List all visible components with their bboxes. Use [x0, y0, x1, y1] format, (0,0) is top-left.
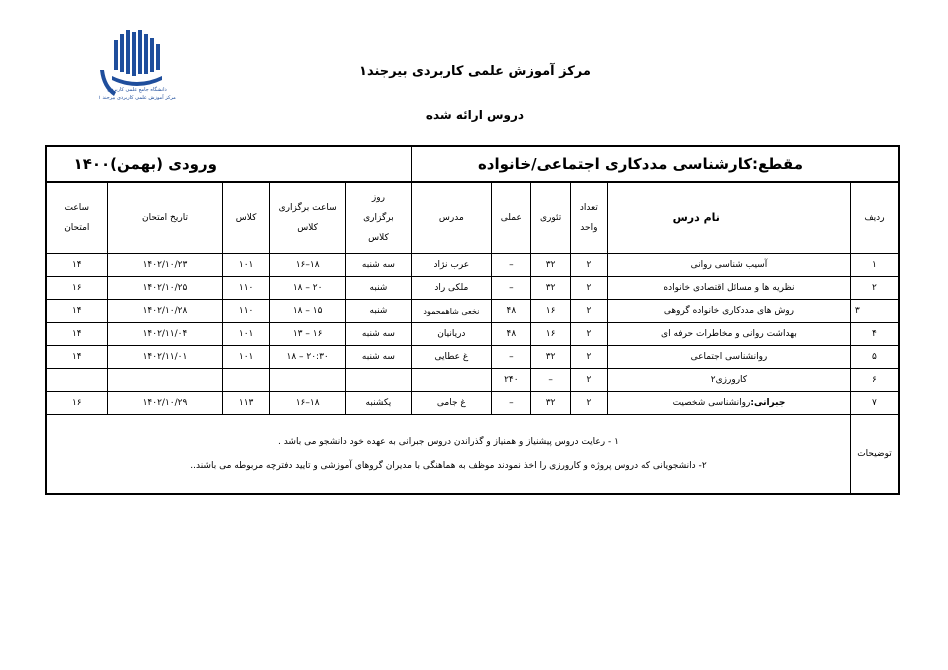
exam-time: ۱۶ [46, 277, 107, 300]
exam-time [46, 369, 107, 392]
col-exam-time: ساعت امتحان [46, 182, 107, 254]
theory: – [531, 369, 570, 392]
exam-time: ۱۴ [46, 346, 107, 369]
theory: ۱۶ [531, 323, 570, 346]
col-teacher: مدرس [411, 182, 492, 254]
row-no: ۱ [850, 254, 899, 277]
time: ۱۶ – ۱۳ [269, 323, 346, 346]
theory: ۳۲ [531, 346, 570, 369]
table-row [46, 323, 899, 346]
col-theory: تئوری [531, 182, 570, 254]
theory: ۳۲ [531, 392, 570, 415]
day [346, 369, 411, 392]
course-name: بهداشت روانی و مخاطرات حرفه ای [607, 323, 850, 346]
course-name: نظریه ها و مسائل اقتصادی خانواده [607, 277, 850, 300]
exam-date: ۱۴۰۲/۱۰/۲۳ [107, 254, 223, 277]
exam-date: ۱۴۰۲/۱۰/۲۵ [107, 277, 223, 300]
course-name: روش های مددکاری خانواده گروهی [607, 300, 850, 323]
program-heading: مقطع:کارشناسی مددکاری اجتماعی/خانواده [411, 146, 899, 182]
units: ۲ [570, 369, 607, 392]
day: یکشنبه [346, 392, 411, 415]
col-course: نام درس [607, 182, 850, 254]
time: ۲۰ – ۱۸ [269, 277, 346, 300]
teacher: غ جامی [411, 392, 492, 415]
table-row [46, 277, 899, 300]
theory: ۱۶ [531, 300, 570, 323]
row-no: ۲ [850, 277, 899, 300]
practical: – [492, 346, 531, 369]
col-room: کلاس [223, 182, 270, 254]
time: ۲۰:۳۰ – ۱۸ [269, 346, 346, 369]
units: ۲ [570, 392, 607, 415]
col-exam-date: تاریخ امتحان [107, 182, 223, 254]
page-subtitle: دروس ارائه شده [425, 108, 525, 122]
room: ۱۰۱ [223, 346, 270, 369]
col-practical: عملی [492, 182, 531, 254]
theory: ۳۲ [531, 254, 570, 277]
time: ۱۵ – ۱۸ [269, 300, 346, 323]
time: ۱۸–۱۶ [269, 392, 346, 415]
units: ۲ [570, 300, 607, 323]
course-name: آسیب شناسی روانی [607, 254, 850, 277]
day: سه شنبه [346, 346, 411, 369]
notes-body [46, 415, 850, 495]
practical: – [492, 392, 531, 415]
exam-time: ۱۶ [46, 392, 107, 415]
note-item: ۲- دانشجویانی که دروس پروژه و کارورزی را اخذ نمودند موظف به هماهنگی با مدیران گروهای آموزشی و تایید دفترچه مربوطه می باشند.. [190, 461, 707, 471]
logo-caption-1: دانشگاه جامع علمی کاربردی [107, 87, 167, 93]
institution-title: مرکز آموزش علمی کاربردی بیرجند۱ [359, 64, 591, 79]
teacher: نخعی شاهمحمود [411, 300, 492, 323]
col-row-no: ردیف [850, 182, 899, 254]
note-item: ۱ - رعایت دروس پیشنیاز و همنیاز و گذراندن دروس جبرانی به عهده خود دانشجو می باشد . [277, 437, 619, 447]
units: ۲ [570, 277, 607, 300]
col-day: روز برگزاری کلاس [346, 182, 411, 254]
room: ۱۱۳ [223, 392, 270, 415]
table-row [46, 346, 899, 369]
units: ۲ [570, 254, 607, 277]
intake-heading: ورودی (بهمن)۱۴۰۰ [46, 146, 411, 182]
row-no: ۳ [850, 300, 899, 323]
compensatory-prefix: جبرانی: [750, 398, 786, 408]
room [223, 369, 270, 392]
teacher: عرب نژاد [411, 254, 492, 277]
room: ۱۰۱ [223, 254, 270, 277]
teacher [411, 369, 492, 392]
practical: ۲۴۰ [492, 369, 531, 392]
course-name-text: روانشناسی شخصیت [672, 398, 751, 408]
day: شنبه [346, 300, 411, 323]
teacher: ملکی راد [411, 277, 492, 300]
practical: ۴۸ [492, 323, 531, 346]
day: سه شنبه [346, 323, 411, 346]
table-row [46, 300, 899, 323]
notes-label: توضیحات [850, 415, 899, 495]
row-no: ۷ [850, 392, 899, 415]
exam-time: ۱۴ [46, 254, 107, 277]
row-no: ۶ [850, 369, 899, 392]
university-logo [98, 30, 178, 122]
practical: – [492, 277, 531, 300]
room: ۱۱۰ [223, 277, 270, 300]
exam-time: ۱۴ [46, 300, 107, 323]
course-name [607, 392, 850, 415]
theory: ۳۲ [531, 277, 570, 300]
exam-date: ۱۴۰۲/۱۰/۲۹ [107, 392, 223, 415]
room: ۱۱۰ [223, 300, 270, 323]
practical: – [492, 254, 531, 277]
exam-date: ۱۴۰۲/۱۱/۰۴ [107, 323, 223, 346]
row-no: ۵ [850, 346, 899, 369]
day: سه شنبه [346, 254, 411, 277]
time: ۱۸–۱۶ [269, 254, 346, 277]
table-row [46, 392, 899, 415]
exam-date: ۱۴۰۲/۱۱/۰۱ [107, 346, 223, 369]
practical: ۴۸ [492, 300, 531, 323]
row-no: ۴ [850, 323, 899, 346]
course-name: کارورزی۲ [607, 369, 850, 392]
exam-time: ۱۴ [46, 323, 107, 346]
table-row [46, 254, 899, 277]
col-units: تعداد واحد [570, 182, 607, 254]
units: ۲ [570, 323, 607, 346]
room: ۱۰۱ [223, 323, 270, 346]
logo-caption-2: مرکز آموزش علمی کاربردی بیرجند ۱ [98, 95, 176, 101]
teacher: غ عطایی [411, 346, 492, 369]
table-row [46, 369, 899, 392]
units: ۲ [570, 346, 607, 369]
day: شنبه [346, 277, 411, 300]
exam-date [107, 369, 223, 392]
exam-date: ۱۴۰۲/۱۰/۲۸ [107, 300, 223, 323]
teacher: دریانیان [411, 323, 492, 346]
course-name: روانشناسی اجتماعی [607, 346, 850, 369]
time [269, 369, 346, 392]
col-time: ساعت برگزاری کلاس [269, 182, 346, 254]
courses-table [45, 145, 900, 495]
